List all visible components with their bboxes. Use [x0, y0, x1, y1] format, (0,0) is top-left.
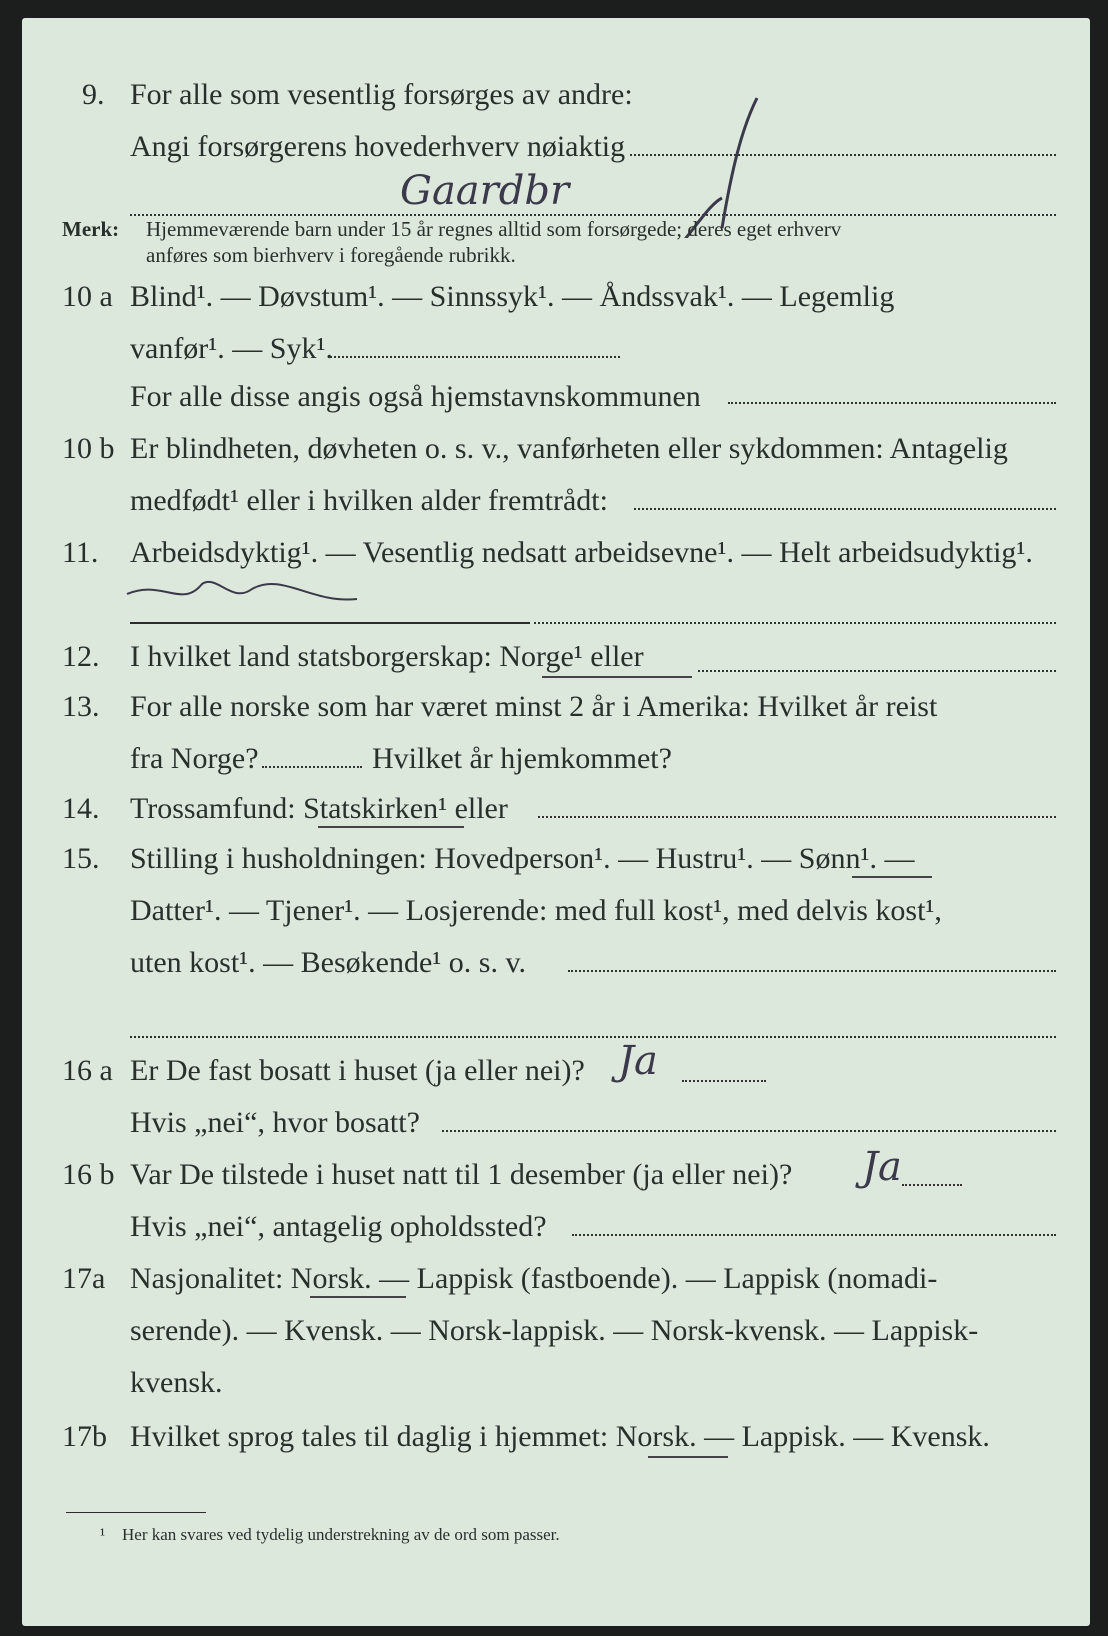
question-17a-line-1: Nasjonalitet: Norsk. — Lappisk (fastboende). — Lappisk (nomadi- [130, 1262, 938, 1295]
question-16a-number: 16 a [62, 1054, 113, 1087]
question-13-line-2b: Hvilket år hjemkommet? [372, 742, 672, 775]
question-14-underline-statskirken [318, 826, 464, 828]
question-16a-handwritten-answer[interactable]: Ja [618, 1038, 658, 1084]
question-16b-handwritten-answer[interactable]: Ja [862, 1144, 902, 1190]
question-10b-line-1: Er blindheten, døvheten o. s. v., vanførheten eller sykdommen: Antagelig [130, 432, 1008, 465]
question-10b-number: 10 b [62, 432, 115, 465]
question-17a-line-3: kvensk. [130, 1366, 223, 1399]
question-17a-underline-norsk [310, 1296, 406, 1298]
question-15-rule [130, 1036, 1056, 1038]
question-14-line-1: Trossamfund: Statskirken¹ eller [130, 792, 508, 825]
question-9-handwritten-answer[interactable]: Gaardbr [400, 168, 570, 214]
census-form-page [22, 18, 1090, 1626]
merk-label: Merk: [62, 217, 120, 241]
question-16b-line-1: Var De tilstede i huset natt til 1 desember (ja eller nei)? [130, 1158, 793, 1191]
question-12-answer-line [698, 670, 1056, 672]
question-17b-underline-norsk [648, 1456, 728, 1458]
merk-line-1: Hjemmeværende barn under 15 år regnes alltid som forsørgede; deres eget erhverv [146, 217, 842, 241]
question-15-line-3: uten kost¹. — Besøkende¹ o. s. v. [130, 946, 527, 979]
question-16a-bosatt-line [442, 1130, 1056, 1132]
question-10a-kommune-line [728, 402, 1056, 404]
question-11-line-1: Arbeidsdyktig¹. — Vesentlig nedsatt arbeidsevne¹. — Helt arbeidsudyktig¹. [130, 536, 1033, 569]
question-10b-answer-line [634, 508, 1056, 510]
question-17a-line-2: serende). — Kvensk. — Norsk-lappisk. — Norsk-kvensk. — Lappisk- [130, 1314, 979, 1347]
question-15-number: 15. [62, 842, 100, 875]
question-13-number: 13. [62, 690, 100, 723]
question-10a-answer-line [330, 356, 620, 358]
question-15-line-2: Datter¹. — Tjener¹. — Losjerende: med full kost¹, med delvis kost¹, [130, 894, 942, 927]
question-16a-answer-line [682, 1080, 766, 1082]
question-13-reist-line [262, 766, 362, 768]
question-10a-line-1: Blind¹. — Døvstum¹. — Sinnssyk¹. — Åndssvak¹. — Legemlig [130, 280, 895, 313]
question-10a-line-3: For alle disse angis også hjemstavnskommunen [130, 380, 701, 413]
footnote-mark: ¹ [100, 1525, 106, 1544]
merk-line-2: anføres som bierhverv i foregående rubrikk. [146, 243, 516, 267]
question-17a-number: 17a [62, 1262, 106, 1295]
question-17b-line-1: Hvilket sprog tales til daglig i hjemmet: Norsk. — Lappisk. — Kvensk. [130, 1420, 990, 1453]
question-16b-answer-line [902, 1184, 962, 1186]
question-16b-line-2: Hvis „nei“, antagelig opholdssted? [130, 1210, 547, 1243]
question-9-dash-mark [662, 78, 782, 238]
question-9-number: 9. [82, 78, 105, 111]
question-9-line-1: For alle som vesentlig forsørges av andre: [130, 78, 633, 111]
question-9-line-2: Angi forsørgerens hovederhverv nøiaktig [130, 130, 626, 163]
question-10b-line-2: medfødt¹ eller i hvilken alder fremtrådt: [130, 484, 608, 517]
question-16b-opholdssted-line [572, 1234, 1056, 1236]
question-17b-number: 17b [62, 1420, 107, 1453]
question-16a-line-1: Er De fast bosatt i huset (ja eller nei)? [130, 1054, 585, 1087]
question-12-line-1: I hvilket land statsborgerskap: Norge¹ eller [130, 640, 644, 673]
question-15-answer-line [568, 970, 1056, 972]
question-13-line-1: For alle norske som har været minst 2 år i Amerika: Hvilket år reist [130, 690, 938, 723]
question-16a-line-2: Hvis „nei“, hvor bosatt? [130, 1106, 420, 1139]
question-15-line-1: Stilling i husholdningen: Hovedperson¹. — Hustru¹. — Sønn¹. — [130, 842, 915, 875]
question-11-number: 11. [62, 536, 99, 569]
footnote-rule [66, 1512, 206, 1513]
question-11-handwritten-mark [122, 574, 362, 614]
question-11-rule-left [130, 622, 530, 624]
question-15-underline-sonn [852, 876, 932, 878]
question-13-line-2a: fra Norge? [130, 742, 259, 775]
question-14-answer-line [538, 816, 1056, 818]
question-11-rule-right [534, 622, 1056, 624]
question-14-number: 14. [62, 792, 100, 825]
question-12-number: 12. [62, 640, 100, 673]
question-10a-line-2: vanfør¹. — Syk¹. [130, 332, 333, 365]
question-12-underline-norge [542, 676, 692, 678]
footnote-text: Her kan svares ved tydelig understrekning av de ord som passer. [122, 1525, 560, 1544]
question-10a-number: 10 a [62, 280, 113, 313]
question-16b-number: 16 b [62, 1158, 115, 1191]
